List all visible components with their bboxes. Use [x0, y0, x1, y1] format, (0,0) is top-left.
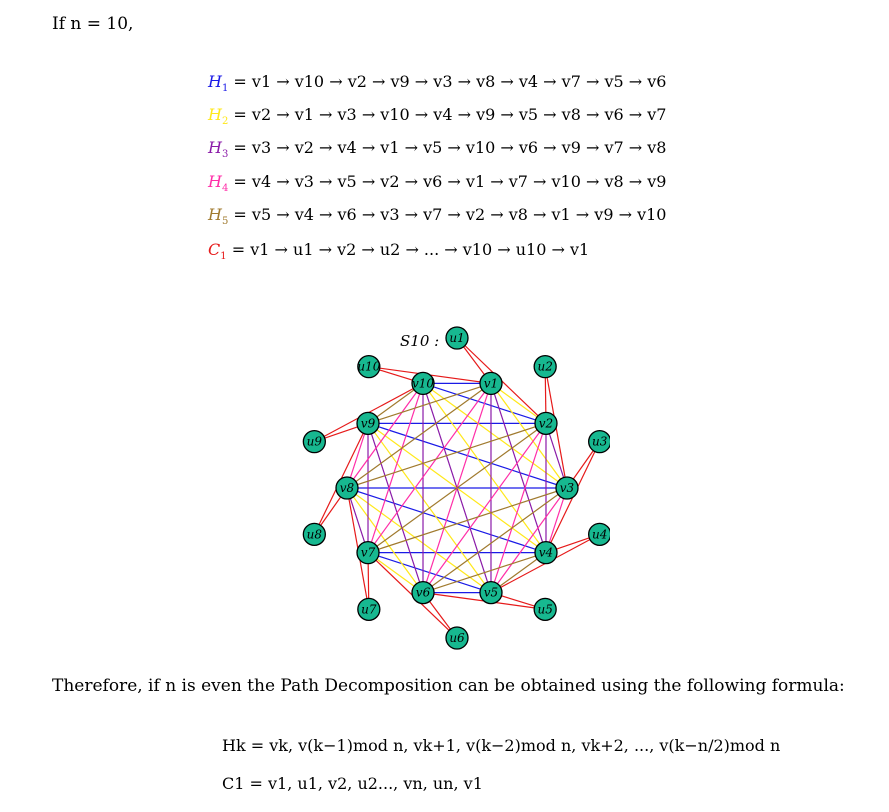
- svg-text:u5: u5: [537, 602, 553, 617]
- svg-text:u10: u10: [357, 359, 381, 374]
- path-h4-edge: [491, 488, 567, 593]
- svg-text:u9: u9: [306, 434, 323, 449]
- svg-text:u3: u3: [591, 434, 608, 449]
- vertex-u4: [589, 523, 610, 545]
- svg-text:v10: v10: [411, 376, 435, 391]
- path-h4-edge: [423, 423, 546, 592]
- path-h2-label: $H_2$: [208, 105, 229, 128]
- svg-text:v4: v4: [538, 545, 554, 560]
- path-h5-edge: [368, 488, 567, 553]
- path-h3-body: = v3 → v2 → v4 → v1 → v5 → v10 → v6 → v9 → v7 → v8: [233, 138, 667, 157]
- conclusion-text: Therefore, if n is even the Path Decomposition can be obtained using the following formula:: [52, 676, 845, 696]
- path-h4-label: $H_4$: [208, 172, 229, 195]
- svg-text:v1: v1: [483, 376, 499, 391]
- path-h4-body: = v4 → v3 → v5 → v2 → v6 → v1 → v7 → v10 → v8 → v9: [233, 172, 667, 191]
- path-h2-body: = v2 → v1 → v3 → v10 → v4 → v9 → v5 → v8 → v6 → v7: [233, 105, 667, 124]
- svg-text:v6: v6: [415, 585, 431, 600]
- vertex-v6: [412, 582, 434, 604]
- cycle-c1-body: = v1 → u1 → v2 → u2 → ... → v10 → u10 → v1: [231, 240, 590, 259]
- cycle-c1: [208, 240, 589, 262]
- svg-text:u6: u6: [449, 631, 465, 645]
- vertex-v8: [336, 477, 358, 499]
- svg-text:v8: v8: [339, 481, 355, 495]
- formula-c1: C1 = v1, u1, v2, u2..., vn, un, v1: [222, 774, 483, 793]
- svg-text:u7: u7: [361, 602, 377, 617]
- vertex-u10: [357, 356, 380, 378]
- vertex-u1: [446, 327, 468, 349]
- path-h3: [208, 138, 666, 160]
- path-h4-edge: [368, 383, 491, 552]
- vertex-v5: [480, 582, 502, 604]
- path-h1-body: = v1 → v10 → v2 → v9 → v3 → v8 → v4 → v7 → v5 → v6: [233, 72, 667, 91]
- vertex-v2: [535, 412, 557, 434]
- intro-text: If n = 10,: [52, 14, 134, 34]
- vertex-v10: [412, 372, 434, 394]
- path-h5-label: $H_5$: [208, 205, 229, 228]
- svg-text:u1: u1: [449, 331, 465, 345]
- vertex-v4: [535, 542, 557, 564]
- vertex-u7: [358, 598, 380, 620]
- svg-text:v3: v3: [559, 481, 575, 495]
- svg-text:v2: v2: [538, 416, 554, 431]
- vertex-u9: [303, 431, 325, 453]
- path-h5: [208, 205, 666, 227]
- vertex-u6: [446, 627, 468, 649]
- svg-text:v7: v7: [360, 545, 376, 560]
- path-h5-body: = v5 → v4 → v6 → v3 → v7 → v2 → v8 → v1 → v9 → v10: [233, 205, 667, 224]
- vertex-v3: [556, 477, 578, 499]
- vertex-u5: [534, 598, 556, 620]
- path-h3-label: $H_3$: [208, 138, 229, 161]
- path-h4: [208, 172, 666, 194]
- svg-text:u4: u4: [591, 527, 608, 542]
- vertex-u2: [534, 356, 556, 378]
- vertex-v1: [480, 372, 502, 394]
- vertex-u3: [589, 431, 610, 453]
- path-h1-label: $H_1$: [208, 72, 229, 95]
- vertex-v9: [357, 412, 379, 434]
- vertex-u8: [303, 523, 325, 545]
- vertex-v7: [357, 542, 379, 564]
- path-h5-edge: [347, 423, 546, 488]
- svg-text:u2: u2: [537, 359, 553, 374]
- path-h4-edge: [347, 383, 423, 488]
- svg-text:u8: u8: [306, 527, 323, 542]
- cycle-c1-label: $C_1$: [208, 240, 227, 263]
- formula-hk: Hk = vk, v(k−1)mod n, vk+1, v(k−2)mod n, vk+2, ..., v(k−n/2)mod n: [222, 736, 781, 755]
- svg-text:v5: v5: [483, 585, 499, 600]
- path-h2: [208, 105, 666, 127]
- sun-graph-figure: [290, 320, 610, 652]
- svg-text:v9: v9: [360, 416, 376, 431]
- path-h1: [208, 72, 666, 94]
- graph-title: S10 :: [400, 332, 440, 350]
